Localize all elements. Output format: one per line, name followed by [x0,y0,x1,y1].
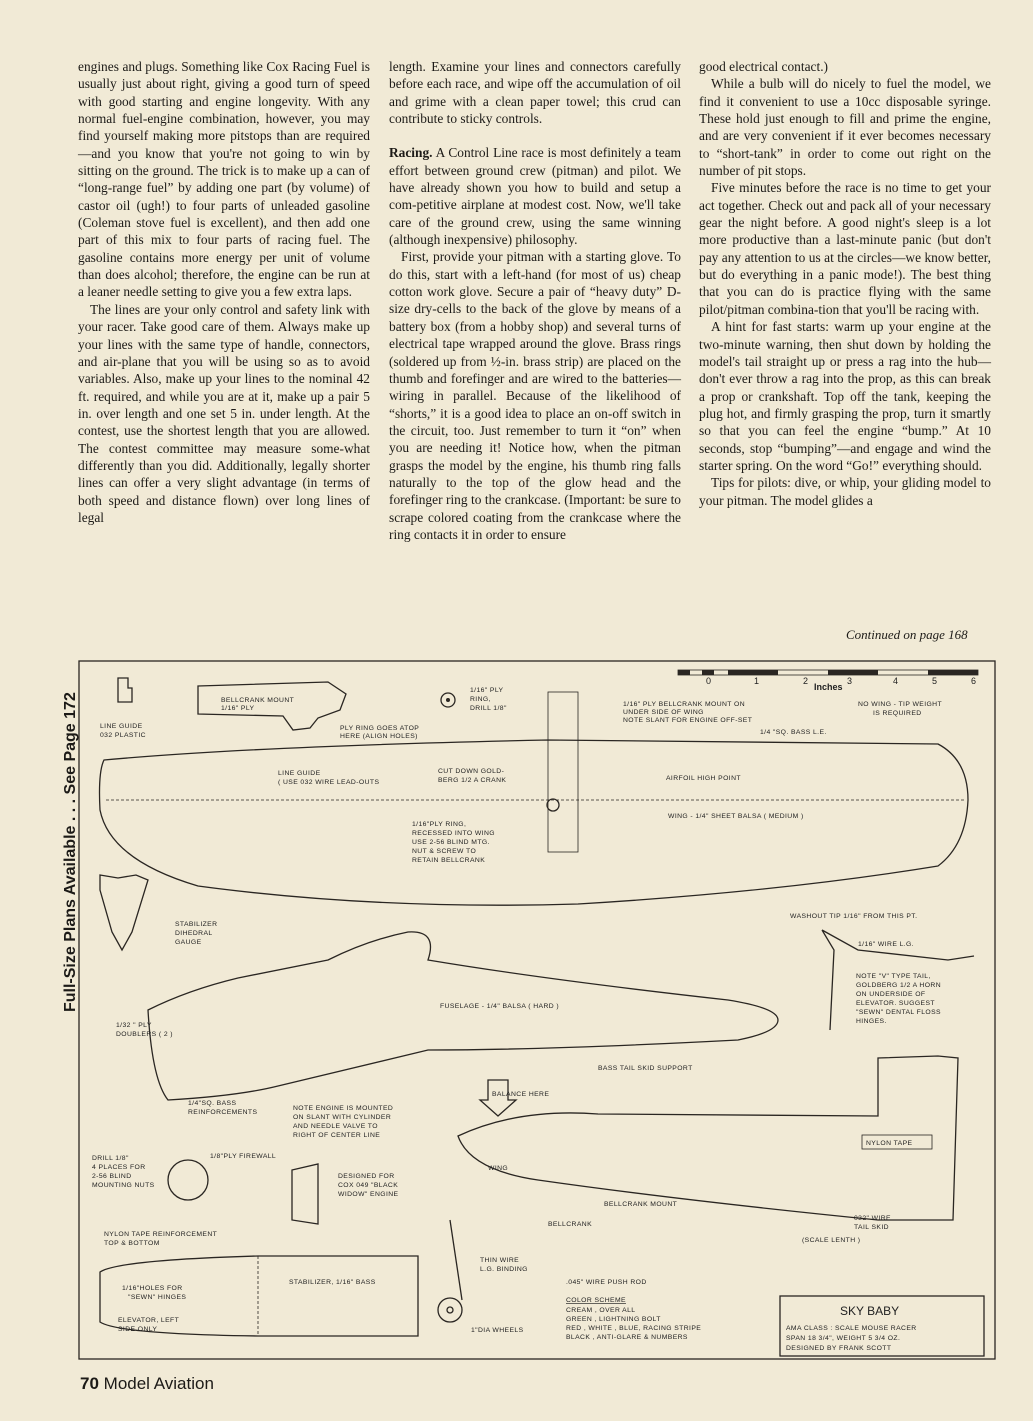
svg-text:MOUNTING NUTS: MOUNTING NUTS [92,1182,155,1189]
svg-text:PLY RING GOES ATOP: PLY RING GOES ATOP [340,725,420,732]
wheel-part [438,1298,462,1322]
svg-text:1/16" PLY: 1/16" PLY [221,705,255,712]
svg-text:NUT & SCREW TO: NUT & SCREW TO [412,848,477,855]
page-number: 70 [80,1374,99,1393]
section-heading: Racing. [389,145,433,161]
scale-label: Inches [814,682,843,692]
svg-text:RECESSED INTO WING: RECESSED INTO WING [412,830,495,837]
scale-num: 2 [803,676,809,686]
scale-num: 6 [971,676,977,686]
svg-text:NYLON TAPE REINFORCEMENT: NYLON TAPE REINFORCEMENT [104,1231,218,1238]
svg-text:TOP & BOTTOM: TOP & BOTTOM [104,1240,160,1247]
svg-text:(SCALE LENTH ): (SCALE LENTH ) [802,1237,861,1244]
svg-text:COLOR SCHEME: COLOR SCHEME [566,1297,626,1304]
svg-text:LINE GUIDE: LINE GUIDE [278,770,321,777]
svg-text:1/16" PLY BELLCRANK MOUNT: 1/16" PLY BELLCRANK MOUNT ON [623,701,746,708]
svg-text:DRILL 1/8": DRILL 1/8" [92,1155,129,1162]
svg-text:CREAM , OVER ALL: CREAM , OVER ALL [566,1307,636,1314]
svg-text:UNDER SIDE OF WING: UNDER SIDE OF WING [623,709,704,716]
svg-text:AMA CLASS : SCALE MOUSE RA: AMA CLASS : SCALE MOUSE RACER [786,1325,917,1332]
svg-text:"SEWN" DENTAL FLOSS: "SEWN" DENTAL FLOSS [856,1009,941,1016]
svg-text:BALANCE HERE: BALANCE HERE [492,1091,550,1098]
svg-text:ELEVATOR, LEFT: ELEVATOR, LEFT [118,1317,180,1324]
page-footer [80,1374,214,1394]
svg-text:1/16" PLY: 1/16" PLY [470,687,504,694]
svg-text:.045" WIRE PUSH ROD: .045" WIRE PUSH ROD [566,1279,647,1286]
svg-text:1/8"PLY FIREWALL: 1/8"PLY FIREWALL [210,1153,277,1160]
scale-num: 1 [754,676,760,686]
svg-text:BELLCRANK MOUNT: BELLCRANK MOUNT [221,697,295,704]
svg-text:NYLON TAPE: NYLON TAPE [866,1140,913,1147]
svg-text:HINGES.: HINGES. [856,1018,887,1025]
svg-text:COX 049 "BLACK: COX 049 "BLACK [338,1182,399,1189]
engine-part [292,1164,318,1224]
plan-drawing [78,660,996,1360]
svg-text:BASS TAIL SKID SUPPORT: BASS TAIL SKID SUPPORT [598,1065,693,1072]
svg-text:( USE 032 WIRE LEAD-OUTS: ( USE 032 WIRE LEAD-OUTS [278,779,380,786]
svg-text:4 PLACES FOR: 4 PLACES FOR [92,1164,146,1171]
plan-svg [78,660,996,1360]
svg-text:WASHOUT TIP 1/16" FROM THI: WASHOUT TIP 1/16" FROM THIS PT. [790,913,918,920]
magazine-name: Model Aviation [103,1374,214,1393]
scale-num: 5 [932,676,938,686]
svg-text:032" WIRE: 032" WIRE [854,1215,891,1222]
paragraph: While a bulb will do nicely to fuel the model, we find it convenient to use a 10cc disposable syringe. These hold just enough to fill and prime the engine, and are very convenient if it ever becomes necessary to “short-tank” in order to come out right on the number of pit stops. [699,76,991,179]
svg-text:1/16" WIRE L.G.: 1/16" WIRE L.G. [858,941,915,948]
paragraph: A hint for fast starts: warm up your engine at the two-minute warning, then shut down by holding the model's tail straight up or press a rag into the hub—don't ever throw a rag into the prop, as this can break a prop or crankshaft. Top off the tank, keeping the plug hot, and firmly grasping the prop, turn it smartly so that you can feel the engine “bump.” At 10 seconds, stop “bumping”—and engage and wind the starter spring. On the word “Go!” everything should. [699,319,991,473]
paragraph: length. Examine your lines and connectors carefully before each race, and wipe off the accumulation of oil and grime with a clean paper towel; this crud can contribute to sticky controls. [389,59,681,127]
continued-note: Continued on page 168 [846,627,968,642]
svg-text:FUSELAGE - 1/4" BALSA ( HARD: FUSELAGE - 1/4" BALSA ( HARD ) [440,1003,560,1010]
svg-text:DESIGNED FOR: DESIGNED FOR [338,1173,395,1180]
svg-text:STABILIZER, 1/16" BASS: STABILIZER, 1/16" BASS [289,1279,376,1286]
balance-arrow [480,1080,516,1116]
plan-title: SKY BABY [840,1304,900,1318]
paragraph-racing [389,144,681,248]
svg-text:DESIGNED BY FRANK SCOTT: DESIGNED BY FRANK SCOTT [786,1345,892,1352]
svg-text:THIN WIRE: THIN WIRE [480,1257,520,1264]
paragraph: good electrical contact.) [699,59,829,74]
svg-text:RING,: RING, [470,696,491,703]
svg-text:BERG 1/2 A CRANK: BERG 1/2 A CRANK [438,777,507,784]
paragraph-text: A Control Line race is most definitely a team effort between ground crew (pitman) and pilot. We have already shown you how to build and setup a com-petitive airplane at modest cost. Now, we'll take care of the ground crew, using the same winning (although inexpensive) philosophy. [389,145,682,248]
svg-text:RETAIN BELLCRANK: RETAIN BELLCRANK [412,857,486,864]
plans-sidebar: Full-Size Plans Available . . . See Page 172 [62,692,79,1012]
svg-text:WING - 1/4" SHEET BALSA (: WING - 1/4" SHEET BALSA ( MEDIUM ) [668,813,804,820]
svg-text:TAIL SKID: TAIL SKID [854,1224,889,1231]
svg-text:GREEN , LIGHTNING BOLT: GREEN , LIGHTNING BOLT [566,1316,661,1323]
fuselage-side-view [148,932,778,1100]
svg-text:NOTE ENGINE IS MOUNTED: NOTE ENGINE IS MOUNTED [293,1105,394,1112]
article-column-1 [78,58,370,526]
svg-text:1/16"PLY RING,: 1/16"PLY RING, [412,821,467,828]
fuselage-profile [458,1056,958,1220]
svg-text:STABILIZER: STABILIZER [175,921,218,928]
paragraph: Tips for pilots: dive, or whip, your gliding model to your pitman. The model glides a [699,475,991,508]
svg-text:GOLDBERG 1/2 A HORN: GOLDBERG 1/2 A HORN [856,982,942,989]
wing-center-section [548,692,578,852]
svg-text:1/32 " PLY: 1/32 " PLY [116,1022,152,1029]
svg-text:NOTE "V" TYPE TAIL,: NOTE "V" TYPE TAIL, [856,973,931,980]
svg-text:AND NEEDLE VALVE TO: AND NEEDLE VALVE TO [293,1123,378,1130]
article-column-3 [699,58,991,509]
svg-text:GAUGE: GAUGE [175,939,202,946]
line-guide-part [118,678,132,702]
svg-text:AIRFOIL HIGH POINT: AIRFOIL HIGH POINT [666,775,741,782]
scale-num: 0 [706,676,712,686]
svg-text:LINE GUIDE: LINE GUIDE [100,723,143,730]
svg-text:SIDE ONLY: SIDE ONLY [118,1326,158,1333]
svg-text:2-56 BLIND: 2-56 BLIND [92,1173,132,1180]
svg-text:BLACK , ANTI-GLARE & NUMBERS: BLACK , ANTI-GLARE & NUMBERS [566,1334,688,1341]
svg-text:DRILL 1/8": DRILL 1/8" [470,705,507,712]
svg-text:NOTE SLANT FOR ENGINE OFF-: NOTE SLANT FOR ENGINE OFF-SET [623,717,753,724]
svg-text:NO WING - TIP WEIGHT: NO WING - TIP WEIGHT [858,701,943,708]
svg-text:BELLCRANK MOUNT: BELLCRANK MOUNT [604,1201,678,1208]
svg-text:032 PLASTIC: 032 PLASTIC [100,732,146,739]
svg-text:IS REQUIRED: IS REQUIRED [873,710,922,717]
svg-text:SPAN 18 3/4", WEIGHT 5 3/4: SPAN 18 3/4", WEIGHT 5 3/4 OZ. [786,1335,901,1342]
svg-text:ELEVATOR. SUGGEST: ELEVATOR. SUGGEST [856,1000,935,1007]
firewall-part [168,1160,208,1200]
article-column-2 [389,58,681,543]
svg-text:ON SLANT WITH CYLINDER: ON SLANT WITH CYLINDER [293,1114,392,1121]
svg-text:"SEWN" HINGES: "SEWN" HINGES [128,1294,187,1301]
svg-text:ON UNDERSIDE OF: ON UNDERSIDE OF [856,991,926,998]
paragraph: The lines are your only control and safety link with your racer. Take good care of them. Always make up your lines with the same type of handle, connectors, and air-plane that you will be using so as to avoid variables. Also, make up your lines to the nominal 42 ft. required, and while you are at it, make up a pair 5 in. over length and one set 5 in. under length. At the contest, use the shortest length that you are allowed. The contest committee may measure some-what differently than you did. Additionally, legally shorter lines can offer a very slight advantage (in terms of both speed and distance flown) over long lines of legal [78,301,370,525]
stab-gauge-part [100,875,148,950]
svg-text:WING: WING [488,1165,509,1172]
svg-text:CUT DOWN GOLD-: CUT DOWN GOLD- [438,768,505,775]
paragraph: engines and plugs. Something like Cox Racing Fuel is usually just about right, giving a good turn of speed with good starting and engine longevity. With any normal fuel-engine combination, however, you may find yourself making more pitstops than are required—and you know that you're not going to win by sitting on the ground. The trick is to make up a can of “long-range fuel” by adding one part (by volume) of castor oil (ugh!) to four parts of unleaded gasoline (Coleman stove fuel is excellent), and then add one part of this mix to four parts of racing fuel. The gasoline contains more energy per unit of volume than does alcohol; therefore, the engine can be run at a leaner needle setting to give you a few extra laps. [78,59,370,300]
scale-num: 3 [847,676,853,686]
svg-text:1/4 "SQ. BASS L.E.: 1/4 "SQ. BASS L.E. [760,729,827,736]
scale-num: 4 [893,676,899,686]
svg-text:WIDOW" ENGINE: WIDOW" ENGINE [338,1191,399,1198]
svg-text:RED , WHITE , BLUE, RACING S: RED , WHITE , BLUE, RACING STRIPE [566,1325,702,1332]
svg-text:BELLCRANK: BELLCRANK [548,1221,593,1228]
svg-text:USE 2-56 BLIND MTG.: USE 2-56 BLIND MTG. [412,839,490,846]
svg-text:DOUBLERS ( 2 ): DOUBLERS ( 2 ) [116,1031,173,1038]
svg-text:HERE (ALIGN HOLES): HERE (ALIGN HOLES) [340,733,418,740]
paragraph: Five minutes before the race is no time to get your act together. Check out and pack all of your necessary gear the night before. A good night's sleep is a lot more productive than a last-minute panic (but don't pay any attention to us at the circles—we know better, but do everything in a panic mode!). The best thing that you can do is practice flying with the same pilot/pitman combina-tion that you'll be racing with. [699,180,991,317]
wing-planform [100,740,969,905]
svg-text:RIGHT OF CENTER LINE: RIGHT OF CENTER LINE [293,1132,381,1139]
svg-text:1/4"SQ. BASS: 1/4"SQ. BASS [188,1100,237,1107]
scale-bar [678,670,978,692]
title-box [780,1296,984,1356]
svg-text:L.G. BINDING: L.G. BINDING [480,1266,528,1273]
svg-text:1/16"HOLES FOR: 1/16"HOLES FOR [122,1285,183,1292]
svg-text:REINFORCEMENTS: REINFORCEMENTS [188,1109,258,1116]
paragraph: First, provide your pitman with a starting glove. To do this, start with a left-hand (for most of us) cheap cotton work glove. Secure a pair of “heavy duty” D-size dry-cells to the back of the glove by means of a battery box (from a hobby shop) and several turns of electrical tape wrapped around the glove. Brass rings (soldered up from ½-in. brass strip) are placed on the thumb and forefinger and are wired to the batteries—wiring in parallel. Because of the likelihood of “shorts,” it is a good idea to place an on-off switch in the circuit, too. Just remember to turn it “on” when you are needing it! Notice how, when the pitman grasps the model by the engine, his thumb ring falls naturally to the top of the glow head and the forefinger ring to the crankcase. (Important: be sure to scrape colored coating from the crankcase where the ring contacts it in order to ensure [389,249,681,542]
svg-text:1"DIA WHEELS: 1"DIA WHEELS [471,1327,524,1334]
svg-text:DIHEDRAL: DIHEDRAL [175,930,213,937]
